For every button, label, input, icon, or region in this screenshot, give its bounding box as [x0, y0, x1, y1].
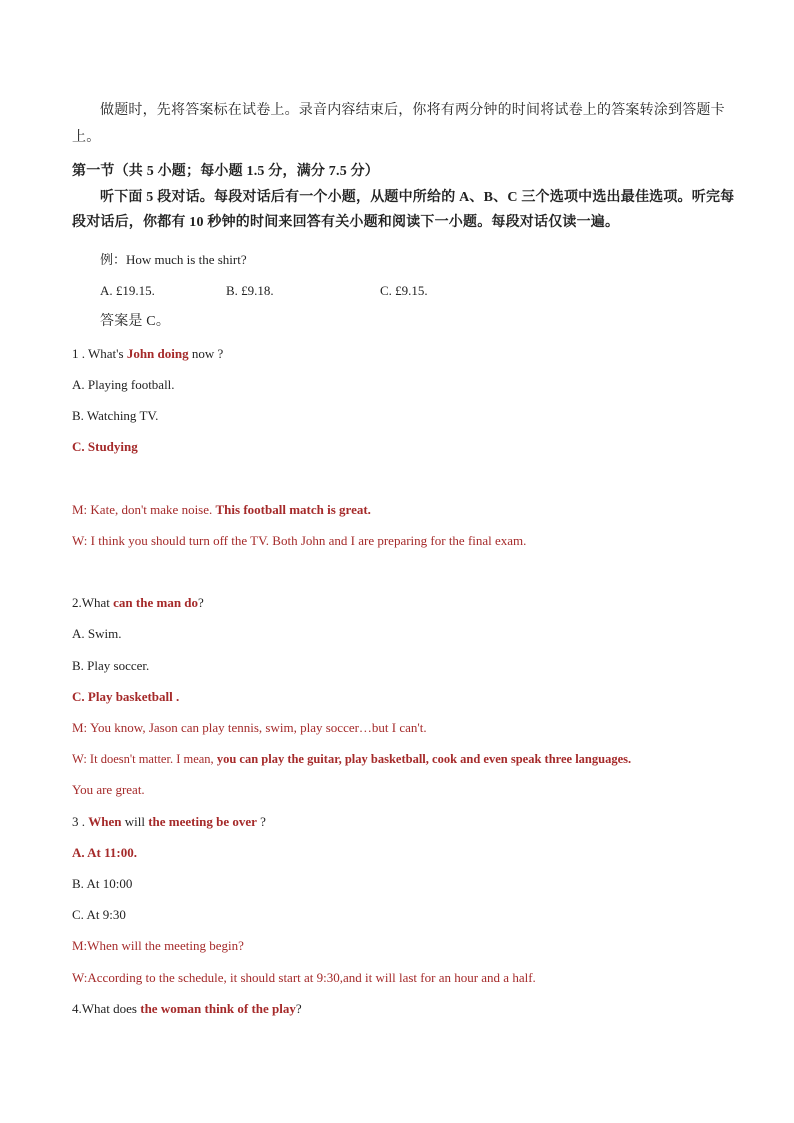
- question-2-option-a: A. Swim.: [72, 626, 122, 641]
- question-2-option-b: B. Play soccer.: [72, 658, 150, 673]
- question-1-option-b: B. Watching TV.: [72, 408, 159, 423]
- example-options: [100, 283, 724, 299]
- question-3-dialogue-woman: W:According to the schedule, it should start at 9:30,and it will last for an hour and a half.: [72, 970, 536, 985]
- instruction-line-1: 做题时，先将答案标在试卷上。录音内容结束后，你将有两分钟的时间将试卷上的答案转涂到答题卡: [100, 103, 725, 118]
- question-3-mid: will: [121, 814, 149, 829]
- question-4-keyword: the woman think of the play: [140, 1001, 296, 1016]
- example-option-b: B. £9.18.: [226, 283, 274, 298]
- question-3-dialogue-man: M:When will the meeting begin?: [72, 938, 244, 953]
- question-3-prefix: 3 .: [72, 814, 89, 829]
- question-3: [72, 814, 724, 830]
- question-3-keyword-when: When: [88, 814, 122, 829]
- dialogue-man-keyword: This football match is great.: [215, 502, 371, 517]
- question-1-dialogue-man: [72, 502, 724, 518]
- question-2-option-c: C. Play basketball .: [72, 689, 180, 704]
- question-2-suffix: ?: [198, 595, 204, 610]
- question-1-option-c: C. Studying: [72, 439, 138, 454]
- section-title: 第一节（共 5 小题；每小题 1.5 分，满分 7.5 分）: [72, 164, 379, 179]
- question-2-dialogue-man: M: You know, Jason can play tennis, swim, play soccer…but I can't.: [72, 720, 427, 735]
- directions-line-2: 段对话后，你都有 10 秒钟的时间来回答有关小题和阅读下一小题。每段对话仅读一遍。: [72, 215, 620, 230]
- example-option-a: A. £19.15.: [100, 283, 155, 298]
- question-3-keyword-over: the meeting be over: [148, 814, 257, 829]
- question-3-option-b: B. At 10:00: [72, 876, 133, 891]
- question-3-option-c: C. At 9:30: [72, 907, 126, 922]
- dialogue-woman-keyword: you can play the guitar, play basketball, cook and even speak three languages.: [216, 752, 632, 766]
- question-1-option-a: A. Playing football.: [72, 377, 175, 392]
- question-2-keyword: can the man do: [113, 595, 199, 610]
- instruction-line-2: 上。: [72, 130, 101, 145]
- question-1: [72, 346, 724, 362]
- dialogue-woman-text: W: It doesn't matter. I mean,: [72, 752, 217, 766]
- question-3-suffix: ?: [256, 814, 266, 829]
- question-1-prefix: 1 . What's: [72, 346, 127, 361]
- question-3-option-a: A. At 11:00.: [72, 845, 137, 860]
- question-2-prefix: 2.What: [72, 595, 114, 610]
- question-2-dialogue-woman-cont: You are great.: [72, 782, 145, 797]
- question-4-prefix: 4.What does: [72, 1001, 141, 1016]
- example-question: 例：How much is the shirt?: [100, 252, 247, 267]
- dialogue-man-text: M: Kate, don't make noise.: [72, 502, 216, 517]
- question-4-suffix: ?: [295, 1001, 302, 1016]
- example-answer: 答案是 C。: [100, 314, 171, 329]
- example-option-c: C. £9.15.: [380, 283, 428, 298]
- question-2-dialogue-woman: [72, 751, 724, 767]
- question-2: [72, 595, 724, 611]
- question-1-dialogue-woman: W: I think you should turn off the TV. Both John and I are preparing for the final exam.: [72, 533, 527, 548]
- question-1-keyword: John doing: [126, 346, 189, 361]
- question-1-suffix: now ?: [188, 346, 224, 361]
- question-4: [72, 1001, 724, 1017]
- directions-line-1: 听下面 5 段对话。每段对话后有一个小题，从题中所给的 A、B、C 三个选项中选出最佳选项。听完每: [100, 190, 735, 205]
